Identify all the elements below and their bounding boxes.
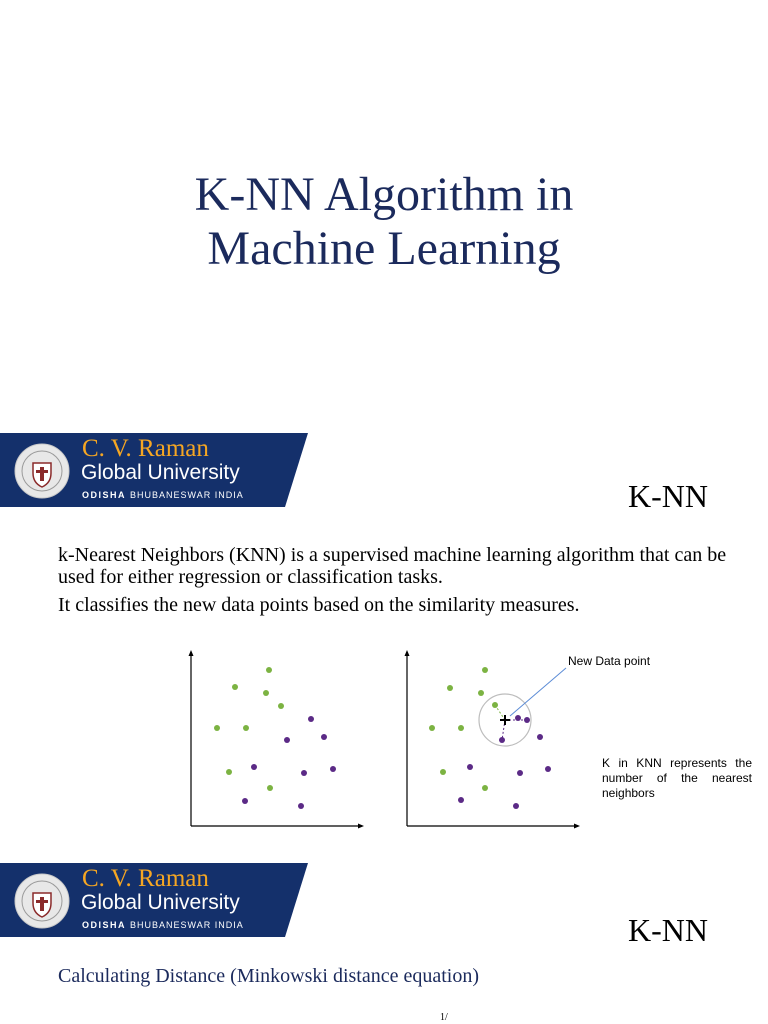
section-subtitle: Calculating Distance (Minkowski distance equation)	[58, 965, 480, 987]
university-location	[82, 490, 244, 501]
purple-class-point	[242, 798, 248, 804]
university-banner	[0, 433, 308, 507]
distance-slide	[0, 860, 768, 1024]
equation-fragment: 1/	[440, 1012, 448, 1023]
new-data-point-label: New Data point	[568, 654, 651, 668]
title-slide	[0, 0, 768, 430]
purple-class-point	[517, 770, 523, 776]
purple-class-point	[251, 764, 257, 770]
green-class-point	[278, 703, 284, 709]
knn-diagram	[0, 640, 768, 840]
university-name-line1: C. V. Raman	[82, 865, 209, 892]
k-explanation-note: K in KNN represents the number of the nearest neighbors	[602, 756, 752, 800]
green-class-point	[482, 785, 488, 791]
purple-class-point	[537, 734, 543, 740]
green-class-point	[266, 667, 272, 673]
green-class-point	[478, 690, 484, 696]
purple-class-point	[545, 766, 551, 772]
knn-intro-slide	[0, 430, 768, 860]
green-class-point	[267, 785, 273, 791]
university-name-line1: C. V. Raman	[82, 435, 209, 462]
purple-class-point	[458, 797, 464, 803]
green-class-point	[232, 684, 238, 690]
university-name-line2: Global University	[81, 461, 240, 484]
presentation-title	[0, 168, 768, 276]
new-point-pointer	[510, 668, 566, 716]
purple-class-point	[330, 766, 336, 772]
paragraph-2: It classifies the new data points based on the similarity measures.	[58, 594, 580, 616]
purple-class-point	[515, 715, 521, 721]
new-data-point-marker	[500, 715, 510, 725]
green-class-point	[263, 690, 269, 696]
location-city: BHUBANESWAR INDIA	[130, 920, 244, 930]
purple-class-point	[524, 717, 530, 723]
purple-class-point	[499, 737, 505, 743]
purple-class-point	[298, 803, 304, 809]
green-class-point	[429, 725, 435, 731]
green-class-point	[440, 769, 446, 775]
green-class-point	[492, 702, 498, 708]
green-class-point	[482, 667, 488, 673]
purple-class-point	[301, 770, 307, 776]
right-y-arrow	[405, 650, 410, 656]
neighbor-distance-lines	[495, 705, 527, 740]
slide-heading: K-NN	[628, 912, 708, 948]
green-class-point	[447, 685, 453, 691]
right-x-arrow	[574, 824, 580, 829]
paragraph-1: k-Nearest Neighbors (KNN) is a supervised machine learning algorithm that can be used for either regression or classification tasks.	[58, 544, 727, 588]
green-class-point	[458, 725, 464, 731]
slide-heading: K-NN	[628, 478, 708, 514]
title-line-1: K-NN Algorithm in	[194, 168, 574, 221]
purple-class-point	[321, 734, 327, 740]
university-banner	[0, 863, 308, 937]
university-location	[82, 920, 244, 931]
right-plot-axes	[405, 650, 581, 829]
purple-class-point	[284, 737, 290, 743]
title-line-2: Machine Learning	[207, 222, 561, 275]
university-name-line2: Global University	[81, 891, 240, 914]
left-y-arrow	[189, 650, 194, 656]
green-class-point	[214, 725, 220, 731]
knn-description	[58, 544, 748, 622]
university-seal-icon	[14, 873, 70, 929]
data-points	[214, 667, 551, 809]
purple-class-point	[513, 803, 519, 809]
location-state: ODISHA	[82, 920, 127, 930]
purple-class-point	[467, 764, 473, 770]
green-class-point	[243, 725, 249, 731]
green-class-point	[226, 769, 232, 775]
university-seal-icon	[14, 443, 70, 499]
location-city: BHUBANESWAR INDIA	[130, 490, 244, 500]
purple-class-point	[308, 716, 314, 722]
location-state: ODISHA	[82, 490, 127, 500]
left-x-arrow	[358, 824, 364, 829]
left-plot-axes	[189, 650, 365, 829]
